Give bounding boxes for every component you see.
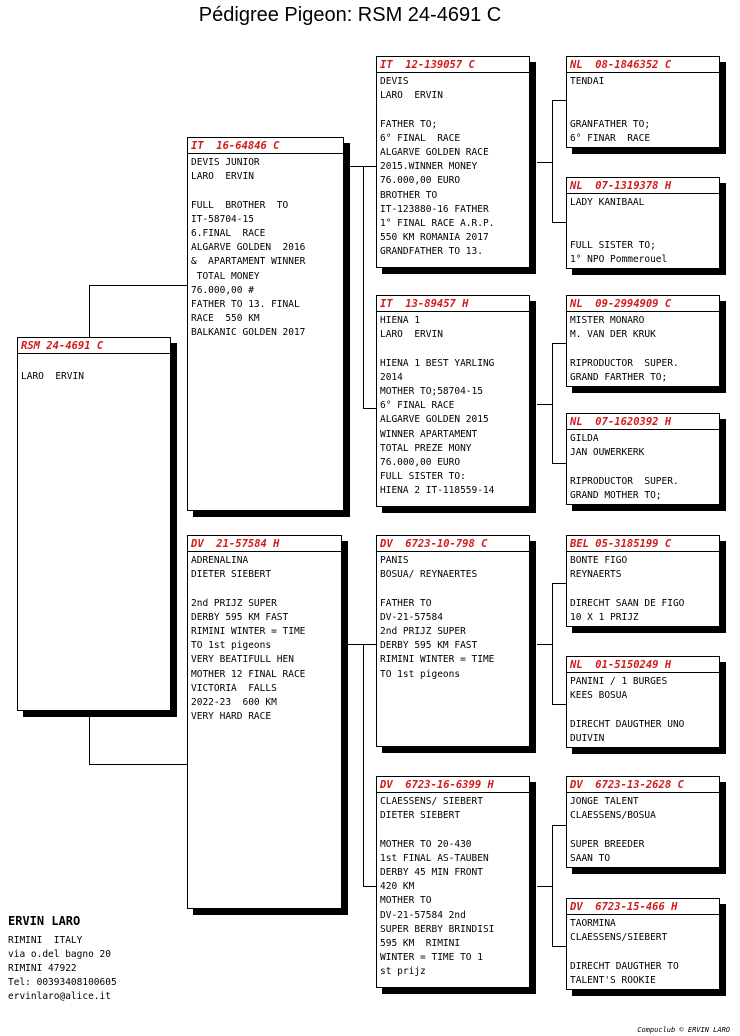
pigeon-info-line: FATHER TO — [380, 597, 432, 609]
pigeon-info-line: CLAESSENS/BOSUA — [570, 810, 656, 822]
pigeon-info-line: 6° FINAL RACE — [380, 132, 461, 144]
pigeon-info-line: GILDA — [570, 433, 599, 444]
pigeon-info-line — [570, 582, 716, 596]
pigeon-info-line: DERBY 595 KM FAST — [380, 640, 478, 652]
pigeon-info-line: TOTAL MONEY — [191, 270, 260, 282]
pigeon-info-line: SUPER BERBY BRINDISI — [380, 923, 495, 935]
owner-name: ERVIN LARO — [8, 914, 81, 928]
ring-number: NL 07-1620392 H — [567, 415, 719, 430]
pigeon-info-line — [570, 823, 716, 837]
pigeon-info-line: 2nd PRIJZ SUPER — [380, 626, 466, 637]
pigeon-info-line: RIPRODUCTOR SUPER. — [570, 357, 679, 369]
pigeon-info-line: FULL BROTHER TO — [191, 199, 289, 211]
ring-number: DV 6723-13-2628 C — [567, 778, 719, 793]
pigeon-info-line: 76.000,00 EURO — [380, 457, 461, 469]
pigeon-info-line: DIRECHT DAUGTHER TO — [570, 960, 679, 972]
pigeon-card-fmm[interactable] — [566, 413, 720, 505]
pigeon-info-line: REYNAERTS — [570, 569, 622, 581]
pigeon-info-line: TALENT'S ROOKIE — [570, 974, 656, 986]
page-title: Pédigree Pigeon: RSM 24-4691 C — [198, 4, 502, 26]
pigeon-info-line — [570, 224, 716, 238]
connector-mother-vertical — [363, 644, 364, 887]
pigeon-info-line: & APARTAMENT WINNER — [191, 256, 306, 268]
owner-line: RIMINI ITALY — [8, 935, 83, 946]
pigeon-info-line: TENDAI — [570, 76, 605, 87]
pigeon-info-line: 76.000,00 # — [191, 284, 254, 296]
pigeon-card-father[interactable] — [187, 137, 344, 511]
pigeon-info-line — [570, 89, 716, 103]
pigeon-info-line: 1° FINAL RACE A.R.P. — [380, 218, 495, 230]
pigeon-info-line: DIETER SIEBERT — [191, 569, 272, 581]
connector-to-ff — [363, 166, 376, 167]
pigeon-card-father-mother[interactable] — [376, 295, 530, 507]
ring-number: IT 12-139057 C — [377, 58, 529, 73]
pigeon-info-line: ALGARVE GOLDEN 2016 — [191, 242, 306, 254]
pigeon-info-line — [191, 582, 338, 596]
pigeon-info-line: GRANFATHER TO; — [570, 118, 651, 130]
pigeon-info-line: KEES BOSUA — [570, 690, 628, 702]
pigeon-info-line — [21, 356, 167, 370]
pigeon-info-line: LARO ERVIN — [380, 329, 443, 341]
pigeon-info-line — [570, 945, 716, 959]
connector-ff-trunk — [537, 162, 553, 163]
pigeon-info-line: FULL SISTER TO; — [570, 239, 656, 251]
ring-number: DV 6723-10-798 C — [377, 537, 529, 552]
pigeon-info-line: TO 1st pigeons — [191, 640, 272, 652]
pigeon-info-line: TAORMINA — [570, 918, 616, 929]
pigeon-card-mfm[interactable] — [566, 656, 720, 748]
pigeon-info-line: 1st FINAL AS-TAUBEN — [380, 852, 489, 864]
pigeon-card-mmf[interactable] — [566, 776, 720, 868]
pigeon-info-line: 550 KM ROMANIA 2017 — [380, 232, 489, 244]
connector-to-mf — [363, 644, 376, 645]
owner-info — [8, 912, 117, 1004]
ring-number: NL 01-5150249 H — [567, 658, 719, 673]
ring-number: IT 13-89457 H — [377, 297, 529, 312]
pigeon-info-line: VERY BEATIFULL HEN — [191, 654, 294, 666]
pigeon-info-line: RIMINI WINTER = TIME — [380, 654, 495, 666]
owner-phone: Tel: 00393408100605 — [8, 977, 117, 988]
pigeon-info-line: TO 1st pigeons — [380, 668, 461, 680]
pigeon-info-line: 2nd PRIJZ SUPER — [191, 597, 277, 609]
connector-fm-vertical — [552, 343, 553, 464]
pigeon-info-line: ALGARVE GOLDEN RACE — [380, 147, 489, 158]
pigeon-info-line — [380, 342, 526, 356]
pigeon-info-line: 2014 — [380, 371, 403, 383]
pigeon-card-father-father[interactable] — [376, 56, 530, 268]
connector-father-trunk — [344, 166, 364, 167]
pigeon-info-line — [191, 184, 340, 198]
owner-email[interactable]: ervinlaro@alice.it — [8, 991, 111, 1002]
pigeon-info-line: 76.000,00 EURO — [380, 175, 461, 187]
connector-to-mother — [89, 764, 187, 765]
pigeon-info-line — [380, 582, 526, 596]
pigeon-info-line — [570, 460, 716, 474]
pigeon-info-line — [570, 342, 716, 356]
pigeon-info-line: RIPRODUCTOR SUPER. — [570, 475, 679, 487]
pigeon-info-line: 6° FINAL RACE — [380, 400, 455, 412]
pigeon-info-line: 6° FINAR RACE — [570, 132, 651, 144]
ring-number: DV 21-57584 H — [188, 537, 341, 552]
pigeon-info-line: DERBY 45 MIN FRONT — [380, 867, 483, 878]
connector-to-fmf — [552, 343, 566, 344]
connector-to-mff — [552, 583, 566, 584]
pigeon-info-line: LADY KANIBAAL — [570, 197, 645, 208]
pigeon-info-line: JAN OUWERKERK — [570, 447, 645, 459]
pigeon-card-fff[interactable] — [566, 56, 720, 148]
pigeon-card-mother-father[interactable] — [376, 535, 530, 747]
pigeon-info-line: FATHER TO; — [380, 118, 438, 130]
ring-number: BEL 05-3185199 C — [567, 537, 719, 552]
connector-to-father — [89, 285, 187, 286]
pigeon-info-line: LARO ERVIN — [380, 90, 443, 102]
pigeon-info-line: VERY HARD RACE — [191, 711, 272, 723]
pigeon-info-line — [380, 103, 526, 117]
pigeon-info-line: ALGARVE GOLDEN 2015 — [380, 414, 489, 426]
connector-to-mmf — [552, 825, 566, 826]
pigeon-info-line: MOTHER TO — [380, 895, 432, 907]
pigeon-info-line: DIETER SIEBERT — [380, 810, 461, 822]
pigeon-info-line: HIENA 1 BEST YARLING — [380, 357, 495, 369]
owner-line: via o.del bagno 20 — [8, 949, 111, 960]
connector-to-mmm — [552, 946, 566, 947]
pigeon-info-line: DEVIS — [380, 76, 409, 87]
pigeon-info-line: SUPER BREEDER — [570, 838, 645, 850]
pigeon-info-line: ADRENALINA — [191, 555, 249, 566]
pigeon-info-line: HIENA 2 IT-118559-14 — [380, 485, 495, 497]
pigeon-info-line: JONGE TALENT — [570, 796, 639, 807]
pigeon-info-line: PANIS — [380, 555, 409, 566]
pigeon-info-line: TOTAL PREZE MONY — [380, 442, 472, 454]
ring-number: NL 08-1846352 C — [567, 58, 719, 73]
connector-to-fmm — [552, 463, 566, 464]
pigeon-info-line: GRANDFATHER TO 13. — [380, 246, 483, 258]
pigeon-info-line: SAAN TO — [570, 852, 611, 864]
pigeon-card-fmf[interactable] — [566, 295, 720, 387]
pigeon-info-line: 595 KM RIMINI — [380, 938, 461, 950]
connector-to-mm — [363, 886, 376, 887]
pigeon-info-line: FULL SISTER TO: — [380, 471, 466, 483]
pigeon-info-line: VICTORIA FALLS — [191, 682, 277, 694]
connector-fm-trunk — [537, 404, 553, 405]
connector-to-ffm — [552, 222, 566, 223]
pigeon-info-line: GRAND MOTHER TO; — [570, 489, 662, 501]
pigeon-info-line: 2015.WINNER MONEY — [380, 161, 478, 173]
connector-mf-vertical — [552, 583, 553, 705]
pigeon-info-line: CLAESSENS/SIEBERT — [570, 932, 668, 944]
pigeon-card-mother[interactable] — [187, 535, 342, 909]
owner-line: RIMINI 47922 — [8, 963, 77, 974]
pigeon-card-mother-mother[interactable] — [376, 776, 530, 988]
ring-number: NL 07-1319378 H — [567, 179, 719, 194]
pigeon-info-line: BOSUA/ REYNAERTES — [380, 569, 478, 581]
pigeon-info-line: DV-21-57584 — [380, 611, 443, 623]
pigeon-info-line: DEVIS JUNIOR — [191, 157, 260, 168]
pigeon-info-line: MISTER MONARO — [570, 315, 645, 326]
pigeon-info-line: HIENA 1 — [380, 315, 421, 326]
connector-to-fm — [363, 408, 376, 409]
pigeon-card-mff[interactable] — [566, 535, 720, 627]
pigeon-info-line: CLAESSENS/ SIEBERT — [380, 796, 483, 807]
pigeon-info-line: BALKANIC GOLDEN 2017 — [191, 327, 306, 339]
pigeon-info-line: MOTHER 12 FINAL RACE — [191, 668, 306, 680]
connector-to-mfm — [552, 704, 566, 705]
pigeon-info-line: MOTHER TO 20-430 — [380, 838, 472, 850]
pigeon-info-line: 1° NPO Pommerouel — [570, 253, 668, 265]
pigeon-info-line: MOTHER TO;58704-15 — [380, 386, 483, 397]
pigeon-info-line: LARO ERVIN — [191, 171, 254, 183]
pigeon-info-line: 420 KM — [380, 881, 415, 893]
pigeon-info-line: FATHER TO 13. FINAL — [191, 299, 300, 311]
pigeon-info-line — [570, 210, 716, 224]
pigeon-info-line: IT-58704-15 — [191, 213, 254, 225]
pigeon-info-line — [380, 823, 526, 837]
pigeon-card-mmm[interactable] — [566, 898, 720, 990]
pigeon-info-line: st prijz — [380, 966, 426, 978]
pigeon-info-line: DV-21-57584 2nd — [380, 909, 466, 921]
pigeon-card-ffm[interactable] — [566, 177, 720, 269]
pigeon-info-line: DERBY 595 KM FAST — [191, 611, 289, 623]
pigeon-info-line: DIRECHT SAAN DE FIGO — [570, 597, 685, 609]
pigeon-info-line: RACE 550 KM — [191, 313, 260, 325]
pigeon-info-line: IT-123880-16 FATHER — [380, 203, 489, 215]
ring-number: NL 09-2994909 C — [567, 297, 719, 312]
pigeon-info-line: DUIVIN — [570, 732, 605, 744]
pigeon-info-line: 10 X 1 PRIJZ — [570, 611, 639, 623]
connector-father-vertical — [363, 166, 364, 409]
ring-number: RSM 24-4691 C — [18, 339, 170, 354]
ring-number: DV 6723-15-466 H — [567, 900, 719, 915]
ring-number: IT 16-64846 C — [188, 139, 343, 154]
ring-number: DV 6723-16-6399 H — [377, 778, 529, 793]
connector-to-fff — [552, 100, 566, 101]
pigeon-info-line — [570, 103, 716, 117]
pigeon-card-subject[interactable] — [17, 337, 171, 711]
pigeon-info-line: 2022-23 600 KM — [191, 697, 277, 709]
pigeon-info-line: WINTER = TIME TO 1 — [380, 952, 483, 964]
connector-ff-vertical — [552, 100, 553, 223]
pigeon-info-line: PANINI / 1 BURGES — [570, 676, 668, 687]
pigeon-info-line: GRAND FARTHER TO; — [570, 371, 668, 383]
pigeon-info-line — [570, 703, 716, 717]
connector-mother-trunk — [344, 644, 364, 645]
pigeon-info-line: RIMINI WINTER = TIME — [191, 626, 306, 637]
footer-credit: Compuclub © ERVIN LARO — [637, 1026, 730, 1034]
connector-mf-trunk — [537, 644, 553, 645]
pigeon-info-line: BROTHER TO — [380, 189, 438, 201]
connector-mm-trunk — [537, 886, 553, 887]
connector-mm-vertical — [552, 825, 553, 947]
pigeon-info-line: LARO ERVIN — [21, 371, 84, 383]
pigeon-info-line: DIRECHT DAUGTHER UNO — [570, 718, 685, 730]
pigeon-info-line: M. VAN DER KRUK — [570, 329, 656, 341]
pigeon-info-line: BONTE FIGO — [570, 555, 628, 566]
pigeon-info-line: 6.FINAL RACE — [191, 228, 266, 239]
pigeon-info-line: WINNER APARTAMENT — [380, 428, 478, 440]
